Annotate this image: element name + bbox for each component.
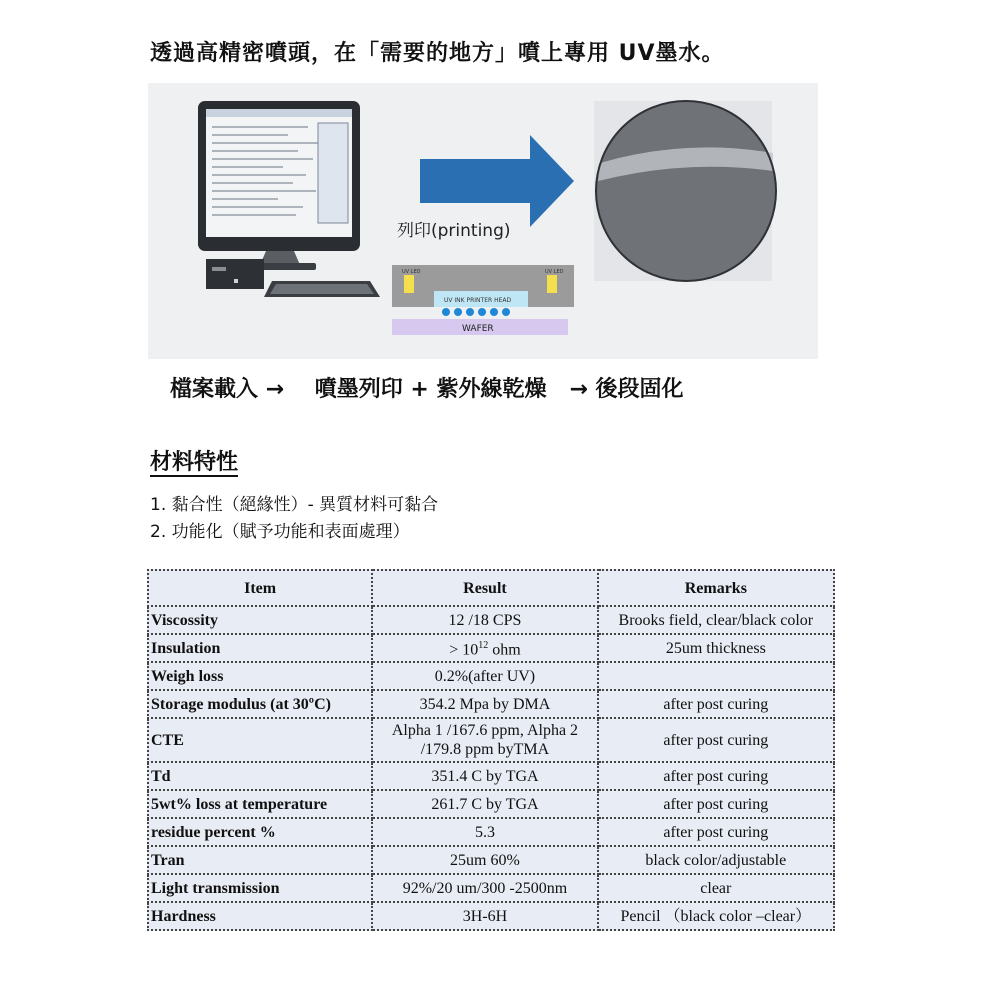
printing-label: 列印(printing) [397,221,511,241]
cell-item: 5wt% loss at temperature [148,790,372,818]
cell-item: Weigh loss [148,662,372,690]
cell-item: Td [148,762,372,790]
table-row [148,902,834,930]
cell-result [372,634,597,662]
wafer-label: WAFER [462,324,494,334]
table-header-row [148,570,834,606]
process-figure [148,83,818,359]
cell-remarks: after post curing [598,818,834,846]
cell-item: CTE [148,718,372,762]
cell-item: residue percent % [148,818,372,846]
cell-result: 25um 60% [372,846,597,874]
desktop-case-icon [206,259,264,289]
printer-head-diagram [392,265,574,335]
cell-remarks: after post curing [598,762,834,790]
cell-result: 5.3 [372,818,597,846]
result-suffix: ohm [488,641,521,659]
arrow-right-icon [420,135,574,227]
table-row [148,718,834,762]
cell-result: 351.4 C by TGA [372,762,597,790]
cell-remarks: clear [598,874,834,902]
cell-result: 354.2 Mpa by DMA [372,690,597,718]
cell-result: 261.7 C by TGA [372,790,597,818]
cell-remarks [598,662,834,690]
cell-item: Storage modulus (at 30ºC) [148,690,372,718]
ink-drops-icon [442,308,510,316]
result-line-1: Alpha 1 /167.6 ppm, Alpha 2 [391,722,579,739]
headline: 透過高精密噴頭，在「需要的地方」噴上專用 UV墨水。 [150,41,725,66]
cell-item: Tran [148,846,372,874]
table-row [148,634,834,662]
table-row [148,762,834,790]
cell-remarks: after post curing [598,790,834,818]
cell-remarks: after post curing [598,718,834,762]
table-row [148,874,834,902]
table-row [148,662,834,690]
computer-monitor-icon [198,101,360,270]
table-row [148,790,834,818]
cell-remarks: 25um thickness [598,634,834,662]
table-row [148,690,834,718]
cell-item: Viscossity [148,606,372,634]
cell-remarks: after post curing [598,690,834,718]
cell-remarks: black color/adjustable [598,846,834,874]
uv-led-right-label: UV LED [545,269,564,275]
cell-result: 12 /18 CPS [372,606,597,634]
section-title: 材料特性 [150,450,239,475]
result-line-2: /179.8 ppm byTMA [420,741,550,758]
result-prefix: > 10 [449,641,479,659]
material-spec-table [147,569,835,931]
cell-item: Insulation [148,634,372,662]
printer-head-label: UV INK PRINTER HEAD [444,297,512,304]
header-item: Item [148,570,372,606]
cell-result: 0.2%(after UV) [372,662,597,690]
table-row [148,846,834,874]
cell-item: Hardness [148,902,372,930]
table-row [148,818,834,846]
property-point-2: 2. 功能化（賦予功能和表面處理） [150,522,410,542]
process-flow: 檔案載入 → 噴墨列印 + 紫外線乾燥 → 後段固化 [170,377,684,402]
result-exponent: 12 [478,640,489,652]
cell-result [372,718,597,762]
cell-result: 3H-6H [372,902,597,930]
header-result: Result [372,570,597,606]
printed-wafer-photo [594,101,776,281]
header-remarks: Remarks [598,570,834,606]
keyboard-icon [264,281,380,297]
cell-remarks: Brooks field, clear/black color [598,606,834,634]
cell-remarks: Pencil （black color –clear） [598,902,834,930]
cell-item: Light transmission [148,874,372,902]
uv-led-left-label: UV LED [402,269,421,275]
cell-result: 92%/20 um/300 -2500nm [372,874,597,902]
property-point-1: 1. 黏合性（絕緣性）- 異質材料可黏合 [150,495,439,515]
table-row [148,606,834,634]
